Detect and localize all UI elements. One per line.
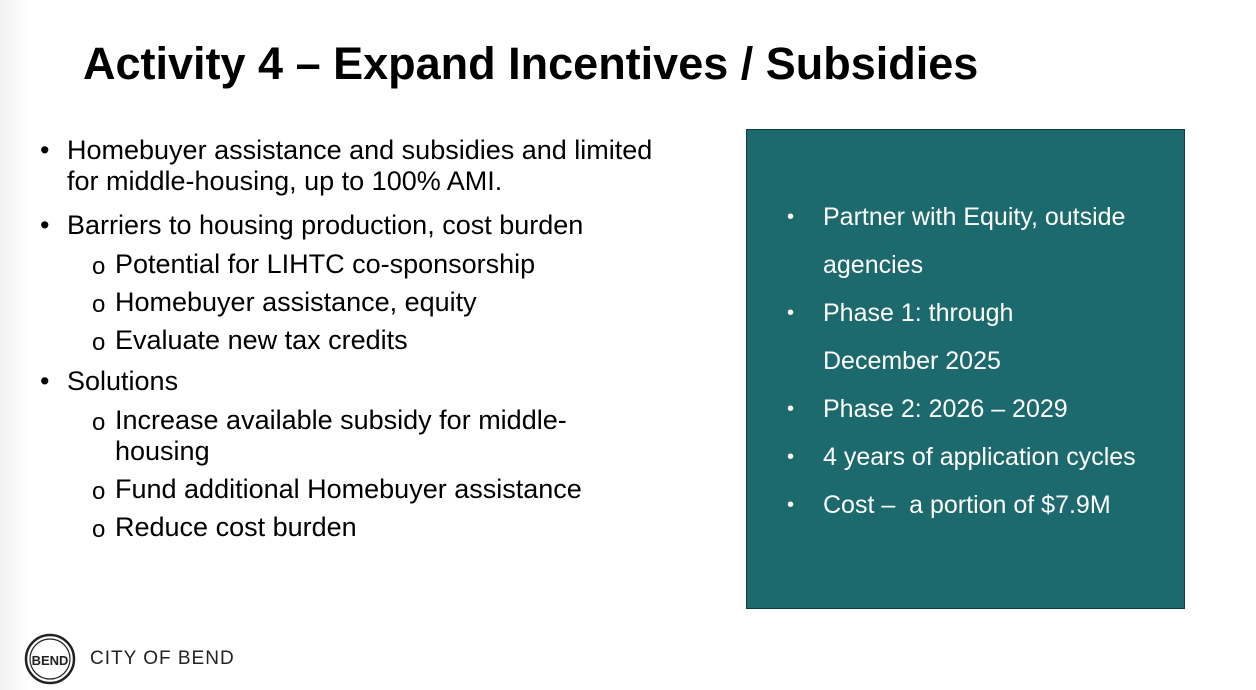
bullet-item: • Solutions [40,366,680,397]
sub-bullet-list [40,405,680,543]
footer [24,632,235,686]
panel-bullet-item: • Partner with Equity, outside agencies [787,193,1153,289]
sub-bullet-item: o Increase available subsidy for middle-housing [40,405,645,467]
city-seal-logo [24,633,76,685]
sub-bullet-item: o Homebuyer assistance, equity [40,287,680,318]
bullet-item: • Barriers to housing production, cost burden [40,210,680,241]
sub-bullet-list [40,249,680,356]
summary-panel [746,129,1185,609]
panel-bullet-list [787,193,1177,529]
slide-title: Activity 4 – Expand Incentives / Subsidies [83,38,979,89]
org-name: CITY OF BEND [90,648,235,669]
sub-bullet-item: o Potential for LIHTC co-sponsorship [40,249,680,280]
sub-bullet-item: o Fund additional Homebuyer assistance [40,474,680,505]
seal-lettering: BEND [31,653,69,668]
bullet-item: • Homebuyer assistance and subsidies and limited for middle-housing, up to 100% AMI. [40,135,680,197]
panel-bullet-item: • Cost – a portion of $7.9M [787,481,1177,529]
panel-bullet-item: • Phase 1: through December 2025 [787,289,1063,385]
panel-bullet-item: • 4 years of application cycles [787,433,1177,481]
sub-bullet-item: o Evaluate new tax credits [40,325,680,356]
sub-bullet-item: o Reduce cost burden [40,512,680,543]
panel-bullet-item: • Phase 2: 2026 – 2029 [787,385,1177,433]
left-bullet-list [40,135,680,553]
